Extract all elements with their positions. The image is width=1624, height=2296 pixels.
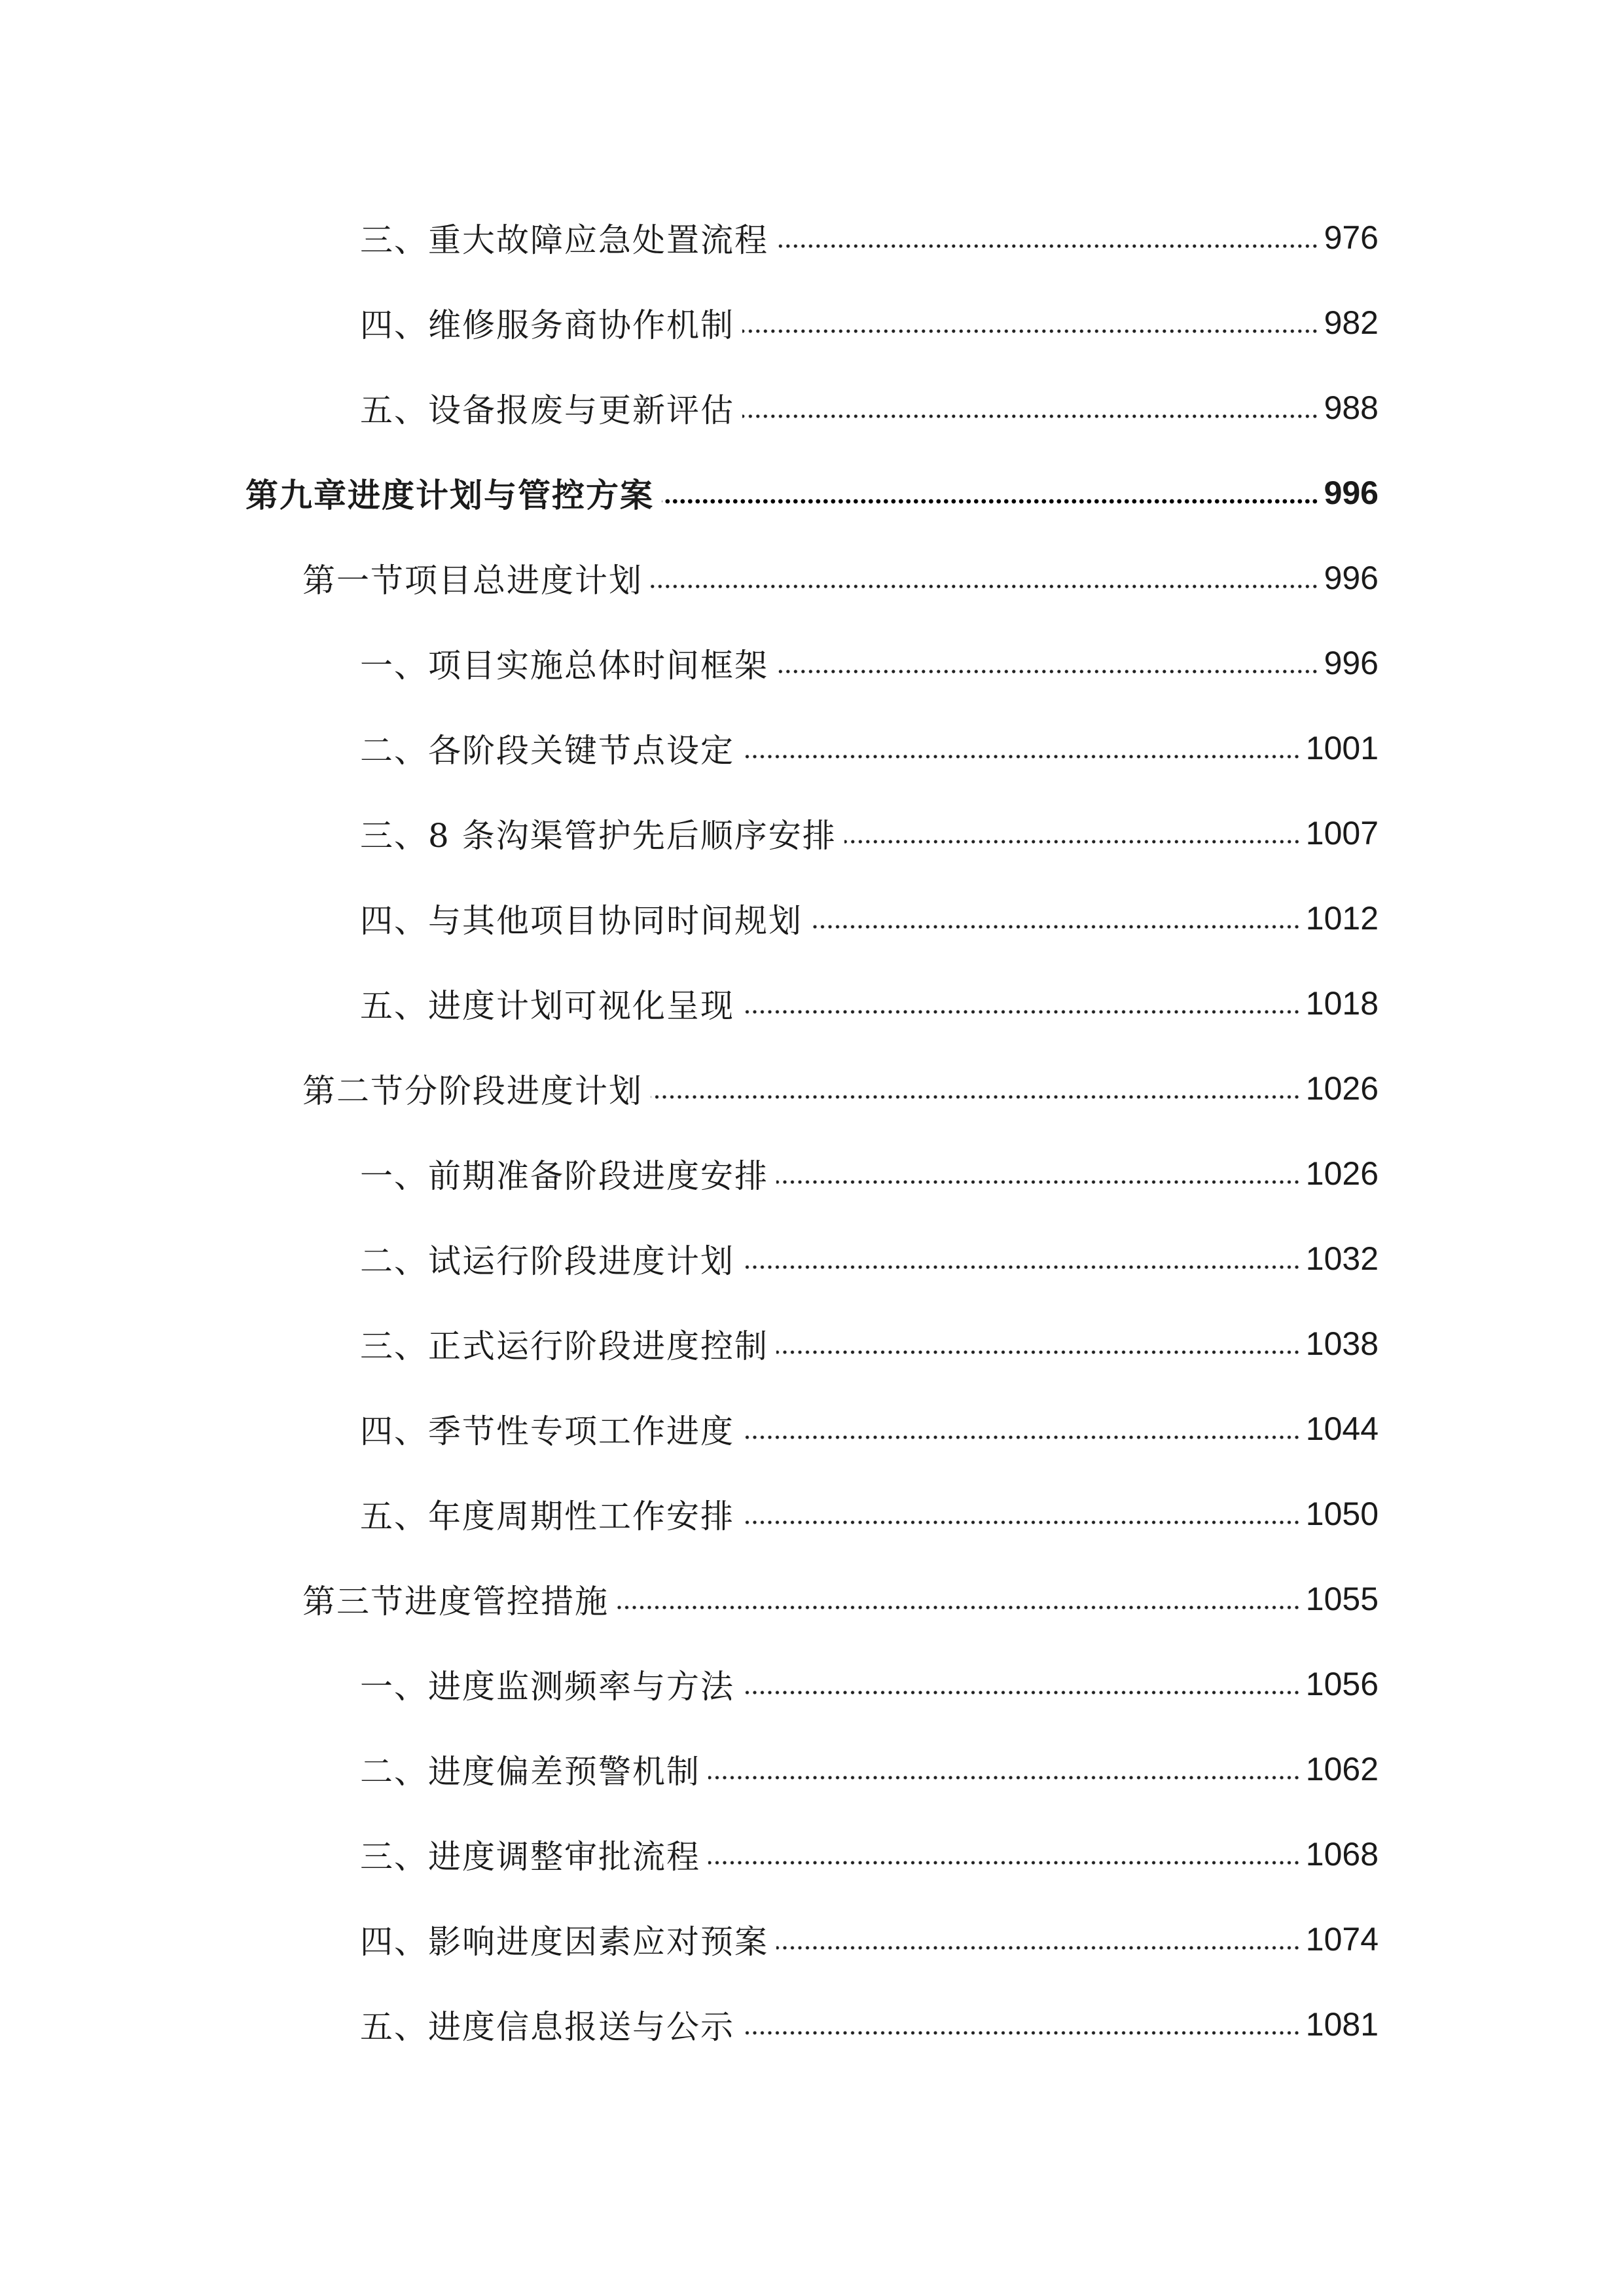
toc-item[interactable]	[360, 1396, 1379, 1462]
dot-leader	[776, 668, 1319, 675]
toc-item[interactable]	[360, 800, 1379, 866]
dot-leader	[844, 838, 1301, 845]
toc-page-number: 1026	[1305, 1155, 1379, 1192]
toc-page-number: 1007	[1305, 815, 1379, 852]
toc-page-number: 1032	[1305, 1240, 1379, 1277]
toc-chapter-title: 第九章进度计划与管控方案	[245, 476, 654, 514]
dot-leader	[742, 1689, 1301, 1696]
toc-chapter[interactable]	[245, 460, 1379, 526]
dot-leader	[742, 753, 1301, 760]
dot-leader	[742, 413, 1319, 420]
toc-item-title: 五、年度周期性工作安排	[360, 1498, 734, 1535]
toc-item[interactable]	[360, 886, 1379, 951]
toc-section-title: 第三节进度管控措施	[302, 1583, 609, 1621]
toc-item-title: 二、试运行阶段进度计划	[360, 1242, 734, 1280]
toc-item[interactable]	[360, 1907, 1379, 1972]
dot-leader	[742, 1519, 1301, 1526]
dot-leader	[742, 328, 1319, 334]
dot-leader	[776, 243, 1319, 249]
toc-page-number: 996	[1324, 560, 1379, 596]
toc-item-title: 五、设备报废与更新评估	[360, 391, 734, 429]
toc-item-title: 二、各阶段关键节点设定	[360, 732, 734, 770]
dot-leader	[708, 1774, 1301, 1781]
toc-item[interactable]	[360, 1311, 1379, 1376]
dot-leader	[776, 1945, 1301, 1951]
toc-page-number: 1056	[1305, 1666, 1379, 1702]
toc-page-number: 1038	[1305, 1325, 1379, 1362]
dot-leader	[810, 924, 1301, 930]
toc-item[interactable]	[360, 1226, 1379, 1291]
toc-section[interactable]	[302, 1566, 1379, 1632]
toc-item[interactable]	[360, 1992, 1379, 2057]
dot-leader	[742, 1434, 1301, 1441]
toc-item[interactable]	[360, 630, 1379, 696]
toc-item-title: 三、重大故障应急处置流程	[360, 221, 768, 259]
toc-page-number: 1055	[1305, 1581, 1379, 1617]
toc-item-title: 五、进度信息报送与公示	[360, 2008, 734, 2046]
toc-item[interactable]	[360, 1481, 1379, 1547]
dot-leader	[651, 583, 1319, 590]
dot-leader	[776, 1179, 1301, 1185]
toc-page-number: 1062	[1305, 1751, 1379, 1787]
toc-page-number: 1050	[1305, 1496, 1379, 1532]
toc-section[interactable]	[302, 545, 1379, 611]
toc-page-number: 1068	[1305, 1836, 1379, 1873]
toc-item[interactable]	[360, 290, 1379, 355]
dot-leader	[651, 1094, 1301, 1100]
toc-item[interactable]	[360, 1141, 1379, 1206]
toc-page-number: 1026	[1305, 1070, 1379, 1107]
toc-item[interactable]	[360, 971, 1379, 1036]
dot-leader	[662, 498, 1319, 505]
toc-page-number: 1012	[1305, 900, 1379, 937]
toc-page-number: 982	[1324, 304, 1379, 341]
toc-section-title: 第二节分阶段进度计划	[302, 1072, 643, 1110]
toc-page-number: 996	[1324, 645, 1379, 681]
toc-item[interactable]	[360, 205, 1379, 270]
dot-leader	[742, 1009, 1301, 1015]
toc-item-title: 三、正式运行阶段进度控制	[360, 1327, 768, 1365]
dot-leader	[617, 1604, 1301, 1611]
toc-item[interactable]	[360, 1821, 1379, 1887]
toc-page-number: 988	[1324, 389, 1379, 426]
toc-item[interactable]	[360, 1736, 1379, 1802]
toc-item-title: 二、进度偏差预警机制	[360, 1753, 700, 1791]
toc-section[interactable]	[302, 1056, 1379, 1121]
toc-page-number: 1001	[1305, 730, 1379, 766]
toc-page-number: 1081	[1305, 2006, 1379, 2043]
toc-page-number: 996	[1324, 475, 1379, 511]
toc-item[interactable]	[360, 375, 1379, 440]
toc-item-title: 一、前期准备阶段进度安排	[360, 1157, 768, 1195]
toc-item-title: 三、8 条沟渠管护先后顺序安排	[360, 817, 837, 855]
dot-leader	[776, 1349, 1301, 1355]
toc-page-number: 1018	[1305, 985, 1379, 1022]
toc-item[interactable]	[360, 715, 1379, 781]
dot-leader	[708, 1859, 1301, 1866]
toc-section-title: 第一节项目总进度计划	[302, 562, 643, 600]
toc-item-title: 一、项目实施总体时间框架	[360, 647, 768, 685]
toc-page-number: 1074	[1305, 1921, 1379, 1958]
toc-item-title: 五、进度计划可视化呈现	[360, 987, 734, 1025]
toc-item-title: 四、与其他项目协同时间规划	[360, 902, 803, 940]
toc-item-title: 三、进度调整审批流程	[360, 1838, 700, 1876]
toc-item[interactable]	[360, 1651, 1379, 1717]
toc-page-number: 1044	[1305, 1410, 1379, 1447]
toc-page-number: 976	[1324, 219, 1379, 256]
dot-leader	[742, 2030, 1301, 2036]
toc-item-title: 四、影响进度因素应对预案	[360, 1923, 768, 1961]
toc-item-title: 四、维修服务商协作机制	[360, 306, 734, 344]
dot-leader	[742, 1264, 1301, 1270]
toc-item-title: 四、季节性专项工作进度	[360, 1412, 734, 1450]
toc-item-title: 一、进度监测频率与方法	[360, 1668, 734, 1706]
